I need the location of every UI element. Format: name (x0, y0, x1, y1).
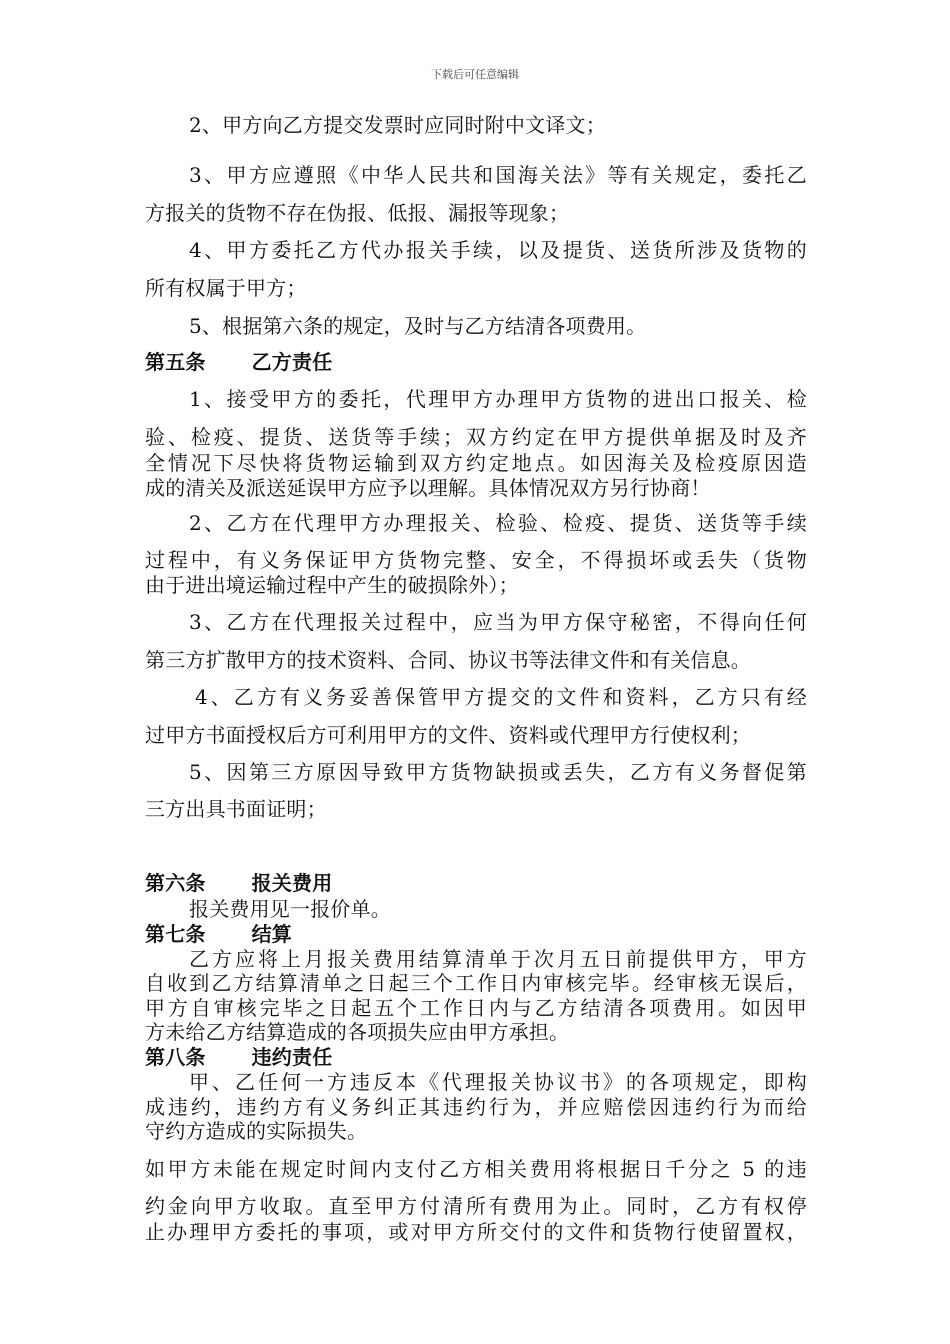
article-title: 结算 (251, 922, 293, 946)
paragraph-line: 过程中，有义务保证甲方货物完整、安全，不得损坏或丢失（货物 (145, 548, 807, 572)
paragraph-line: 三方出具书面证明； (145, 797, 327, 821)
paragraph-line: 自收到乙方结算清单之日起三个工作日内审核完毕。经审核无误后， (145, 971, 807, 995)
paragraph-line: 止办理甲方委托的事项，或对甲方所交付的文件和货物行使留置权， (145, 1220, 807, 1244)
article-title: 违约责任 (251, 1045, 333, 1069)
paragraph-line: 全情况下尽快将货物运输到双方约定地点。如因海关及检疫原因造 (145, 451, 807, 475)
paragraph-line: 第三方扩散甲方的技术资料、合同、协议书等法律文件和有关信息。 (145, 648, 751, 672)
paragraph-line: 甲、乙任何一方违反本《代理报关协议书》的各项规定，即构 (189, 1070, 807, 1094)
paragraph-line: 成的清关及派送延误甲方应予以理解。具体情况双方另行协商！ (145, 476, 711, 500)
paragraph-line: 4、乙方有义务妥善保管甲方提交的文件和资料，乙方只有经 (195, 685, 807, 709)
paragraph-line: 3、甲方应遵照《中华人民共和国海关法》等有关规定，委托乙 (189, 163, 807, 187)
article-number: 第五条 (145, 350, 206, 374)
paragraph-line: 4、甲方委托乙方代办报关手续，以及提货、送货所涉及货物的 (189, 238, 807, 262)
paragraph-line: 5、根据第六条的规定，及时与乙方结清各项费用。 (189, 314, 647, 338)
article-number: 第六条 (145, 871, 206, 895)
article-5-heading (145, 350, 807, 374)
article-number: 第七条 (145, 922, 206, 946)
paragraph-line: 守约方造成的实际损失。 (145, 1119, 368, 1143)
paragraph-line: 方报关的货物不存在伪报、低报、漏报等现象； (145, 201, 570, 225)
paragraph-line: 所有权属于甲方； (145, 276, 307, 300)
paragraph-line: 约金向甲方收取。直至甲方付清所有费用为止。同时，乙方有权停 (145, 1194, 807, 1218)
page-header: 下载后可任意编辑 (431, 68, 519, 81)
article-8-heading (145, 1045, 807, 1069)
article-7-heading (145, 922, 807, 946)
paragraph-line: 方未给乙方结算造成的各项损失应由甲方承担。 (145, 1020, 570, 1044)
paragraph-line: 2、乙方在代理甲方办理报关、检验、检疫、提货、送货等手续 (189, 511, 807, 535)
paragraph-line: 报关费用见一报价单。 (189, 897, 391, 921)
paragraph-line: 甲方自审核完毕之日起五个工作日内与乙方结清各项费用。如因甲 (145, 996, 807, 1020)
paragraph-line: 如甲方未能在规定时间内支付乙方相关费用将根据日千分之 5 的违 (145, 1157, 807, 1181)
paragraph-line: 5、因第三方原因导致甲方货物缺损或丢失，乙方有义务督促第 (189, 760, 807, 784)
paragraph-line: 乙方应将上月报关费用结算清单于次月五日前提供甲方，甲方 (189, 947, 807, 971)
article-6-heading (145, 871, 807, 895)
paragraph-line: 1、接受甲方的委托，代理甲方办理甲方货物的进出口报关、检 (189, 387, 807, 411)
paragraph-line: 由于进出境运输过程中产生的破损除外）； (145, 573, 519, 597)
paragraph-line: 2、甲方向乙方提交发票时应同时附中文译文； (189, 113, 606, 137)
article-title: 乙方责任 (251, 350, 333, 374)
paragraph-line: 过甲方书面授权后方可利用甲方的文件、资料或代理甲方行使权利； (145, 723, 751, 747)
article-title: 报关费用 (251, 871, 333, 895)
paragraph-line: 3、乙方在代理报关过程中，应当为甲方保守秘密，不得向任何 (189, 610, 807, 634)
paragraph-line: 成违约，违约方有义务纠正其违约行为，并应赔偿因违约行为而给 (145, 1095, 807, 1119)
article-number: 第八条 (145, 1045, 206, 1069)
paragraph-line: 验、检疫、提货、送货等手续；双方约定在甲方提供单据及时及齐 (145, 425, 807, 449)
